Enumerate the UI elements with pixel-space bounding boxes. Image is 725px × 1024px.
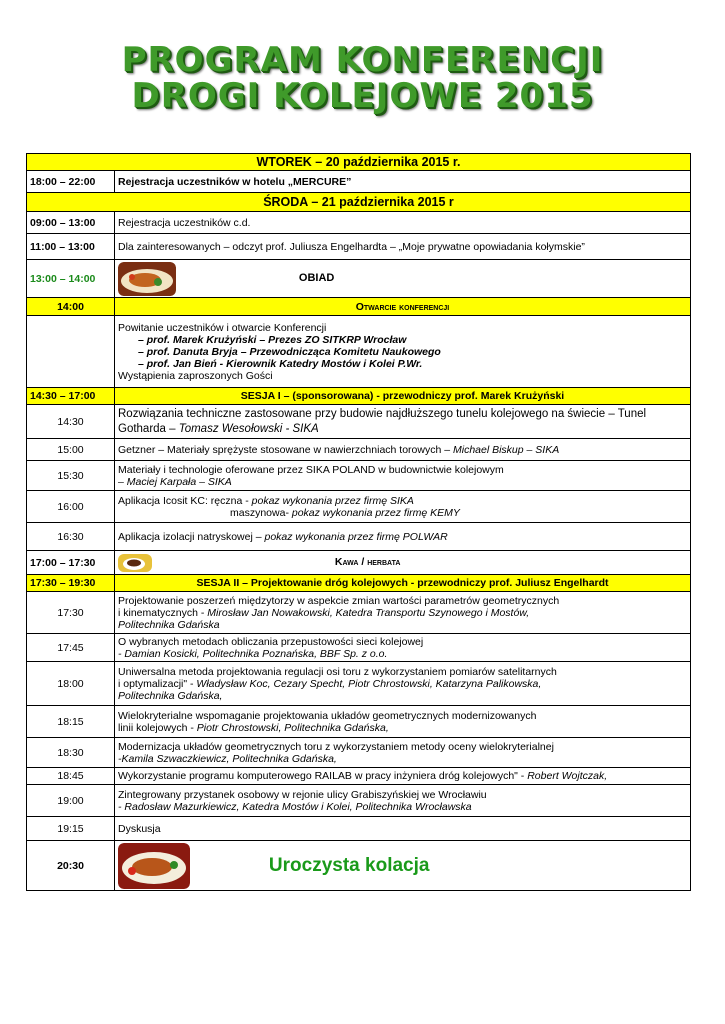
talk-author: Politechnika Gdańska — [118, 618, 220, 631]
opening-line: Wystąpienia zaproszonych Gości — [118, 369, 273, 382]
lunch-cell — [115, 260, 691, 298]
talk-title: Wykorzystanie programu komputerowego RAILAB w pracy inżyniera dróg kolejowych" - — [118, 770, 528, 782]
talk-title: Modernizacja układów geometrycznych toru z wykorzystaniem metody oceny wielokryterialnej — [118, 740, 554, 753]
talk-cell — [115, 706, 691, 738]
talk-title: Projektowanie poszerzeń międzytorzy w aspekcie zmian wartości parametrów geometrycznych — [118, 594, 560, 607]
opening-header: Otwarcie konferencji — [115, 298, 691, 316]
time-cell: 14:30 — [27, 405, 115, 439]
talk-title: maszynowa- — [230, 506, 292, 519]
talk-cell — [115, 461, 691, 491]
coffee-cell — [115, 551, 691, 575]
talk-author: pokaz wykonania przez firmę POLWAR — [264, 530, 448, 543]
talk-cell: Dyskusja — [115, 817, 691, 841]
talk-cell — [115, 592, 691, 634]
dinner-plate-icon — [118, 843, 190, 889]
time-cell: 16:30 — [27, 523, 115, 551]
time-cell: 13:00 – 14:00 — [27, 260, 115, 298]
talk-title: Uniwersalna metoda projektowania regulacji osi toru z wykorzystaniem pomiarów satelitarnych — [118, 665, 557, 678]
talk-title: O wybranych metodach obliczania przepustowości sieci kolejowej — [118, 635, 424, 648]
time-cell: 09:00 – 13:00 — [27, 212, 115, 234]
opening-cell — [115, 316, 691, 388]
opening-speaker: – prof. Danuta Bryja – Przewodnicząca Komitetu Naukowego — [138, 345, 441, 358]
talk-title: Materiały i technologie oferowane przez SIKA POLAND w budownictwie kolejowym — [118, 463, 504, 476]
time-cell: 18:30 — [27, 738, 115, 768]
time-cell: 14:30 – 17:00 — [27, 388, 115, 405]
time-cell: 17:00 – 17:30 — [27, 551, 115, 575]
talk-cell — [115, 405, 691, 439]
talk-author: Władysław Koc, Cezary Specht, Piotr Chrostowski, Katarzyna Palikowska, — [196, 677, 542, 690]
talk-title: Aplikacja Icosit KC: ręczna - — [118, 494, 252, 507]
time-cell: 19:15 — [27, 817, 115, 841]
program-table — [26, 153, 691, 891]
talk-title: i optymalizacji" - — [118, 677, 197, 690]
time-cell: 17:30 – 19:30 — [27, 575, 115, 592]
opening-speaker: – prof. Marek Krużyński – Prezes ZO SITKRP Wrocław — [138, 333, 407, 346]
talk-cell — [115, 439, 691, 461]
time-cell: 19:00 — [27, 785, 115, 817]
talk-author: pokaz wykonania przez firmę SIKA — [251, 494, 414, 507]
talk-author: Michael Biskup – SIKA — [452, 443, 560, 456]
talk-title: i kinematycznych - — [118, 606, 208, 619]
time-cell — [27, 316, 115, 388]
dinner-label: Uroczysta kolacja — [268, 854, 430, 876]
dinner-cell — [115, 841, 691, 891]
talk-cell — [115, 785, 691, 817]
time-cell: 15:00 — [27, 439, 115, 461]
time-cell: 17:45 — [27, 634, 115, 662]
day-header-wednesday: ŚRODA – 21 października 2015 r — [27, 193, 691, 212]
session-header: SESJA II – Projektowanie dróg kolejowych - przewodniczy prof. Juliusz Engelhardt — [115, 575, 691, 592]
title-line-2: DROGI KOLEJOWE 2015 — [131, 76, 594, 116]
talk-title: Wielokryterialne wspomaganie projektowania układów geometrycznych modernizowanych — [118, 709, 537, 722]
time-cell: 16:00 — [27, 491, 115, 523]
coffee-cup-icon — [118, 554, 152, 572]
talk-title: Rozwiązania techniczne zastosowane przy budowie najdłuższego tunelu kolejowego na świecie – Tunel Gotharda – — [118, 407, 647, 435]
talk-author: Robert Wojtczak, — [527, 770, 608, 782]
time-cell: 18:00 – 22:00 — [27, 171, 115, 193]
event-cell: Rejestracja uczestników w hotelu „MERCURE” — [115, 171, 691, 193]
time-cell: 18:00 — [27, 662, 115, 706]
talk-author: Politechnika Gdańska, — [118, 689, 223, 702]
talk-author: pokaz wykonania przez firmę KEMY — [291, 506, 460, 519]
talk-author: – Maciej Karpała – SIKA — [118, 475, 232, 488]
talk-title: Zintegrowany przystanek osobowy w rejonie ulicy Grabiszyńskiej we Wrocławiu — [118, 788, 487, 801]
talk-author: Tomasz Wesołowski - SIKA — [178, 422, 319, 435]
talk-cell — [115, 738, 691, 768]
talk-cell — [115, 634, 691, 662]
day-header-tuesday: WTOREK – 20 października 2015 r. — [27, 154, 691, 171]
lunch-label: OBIAD — [298, 272, 335, 285]
event-cell: Rejestracja uczestników c.d. — [115, 212, 691, 234]
talk-cell — [115, 768, 691, 785]
time-cell: 17:30 — [27, 592, 115, 634]
time-cell: 18:45 — [27, 768, 115, 785]
opening-speaker: – prof. Jan Bień - Kierownik Katedry Mostów i Kolei P.Wr. — [138, 357, 423, 370]
talk-title: Aplikacja izolacji natryskowej – — [118, 530, 265, 543]
talk-author: Mirosław Jan Nowakowski, Katedra Transportu Szynowego i Mostów, — [207, 606, 530, 619]
opening-line: Powitanie uczestników i otwarcie Konferencji — [118, 321, 327, 334]
talk-author: -Kamila Szwaczkiewicz, Politechnika Gdańska, — [118, 752, 337, 765]
time-cell: 14:00 — [27, 298, 115, 316]
talk-cell — [115, 523, 691, 551]
talk-title: Getzner – Materiały sprężyste stosowane w nawierzchniach torowych – — [118, 443, 453, 456]
time-cell: 11:00 – 13:00 — [27, 234, 115, 260]
talk-cell — [115, 662, 691, 706]
coffee-label: Kawa / herbata — [334, 556, 401, 569]
time-cell: 15:30 — [27, 461, 115, 491]
talk-cell — [115, 491, 691, 523]
food-plate-icon — [118, 262, 176, 296]
talk-author: - Radosław Mazurkiewicz, Katedra Mostów i Kolei, Politechnika Wrocławska — [118, 800, 472, 813]
title-line-1: PROGRAM KONFERENCJI — [121, 40, 604, 80]
talk-author: Piotr Chrostowski, Politechnika Gdańska, — [196, 721, 389, 734]
session-header: SESJA I – (sponsorowana) - przewodniczy prof. Marek Krużyński — [115, 388, 691, 405]
talk-title: linii kolejowych - — [118, 721, 197, 734]
time-cell: 20:30 — [27, 841, 115, 891]
event-cell: Dla zainteresowanych – odczyt prof. Juliusza Engelhardta – „Moje prywatne opowiadania kołymskie” — [115, 234, 691, 260]
talk-author: - Damian Kosicki, Politechnika Poznańska, BBF Sp. z o.o. — [118, 647, 388, 660]
time-cell: 18:15 — [27, 706, 115, 738]
